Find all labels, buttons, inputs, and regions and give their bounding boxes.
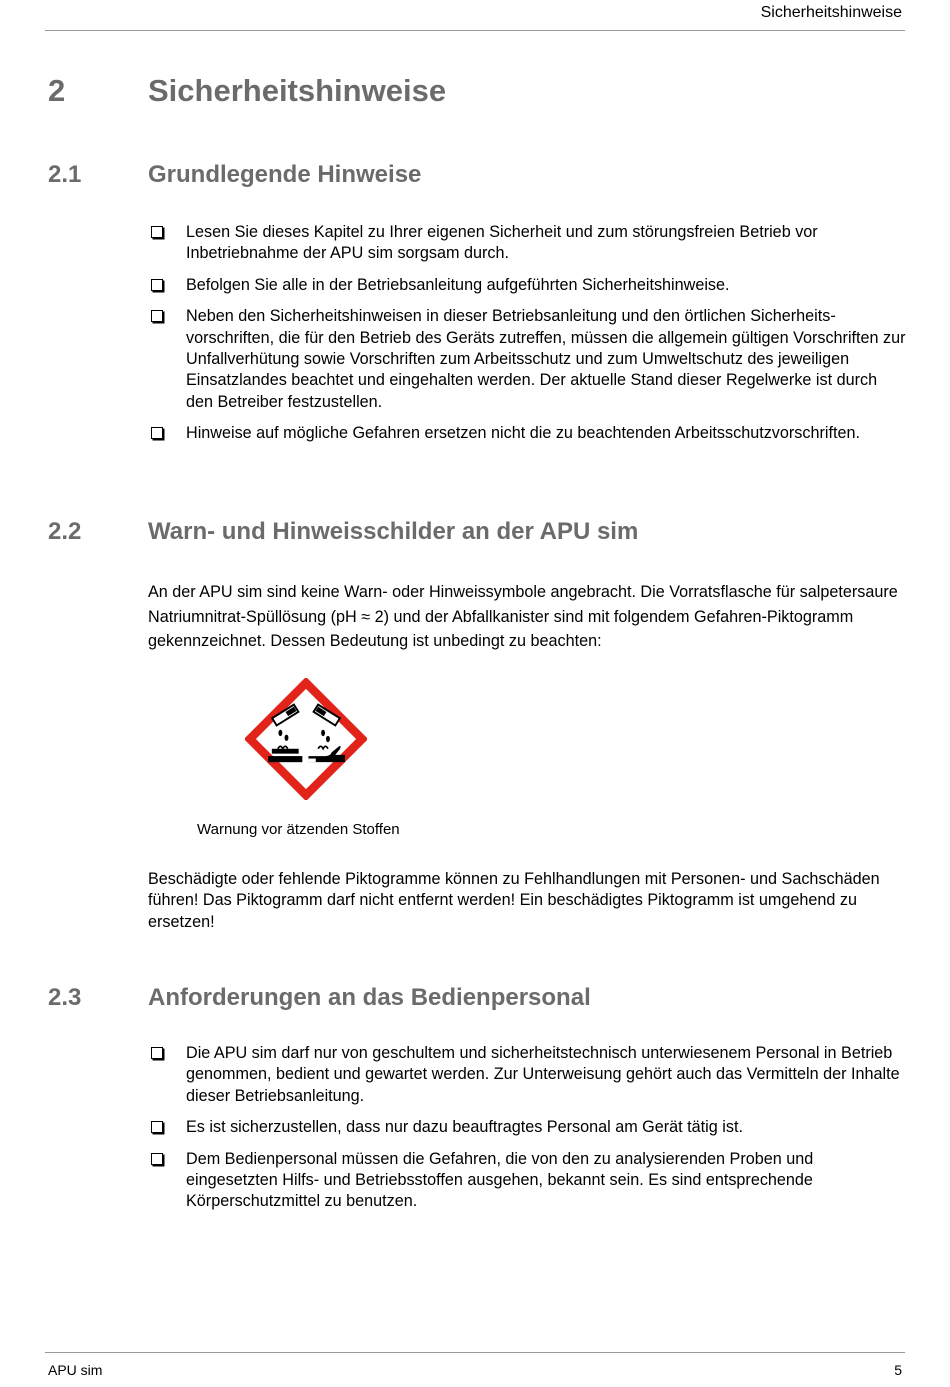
list-item: Dem Bedienpersonal müssen die Gefahren, die von den zu analysierenden Proben und eingesetzten Hilfs- und Betriebsstoffen ausgehen, bekannt sein. Es sind entsprechende Körperschutzmittel zu benutzen.	[148, 1149, 908, 1213]
warning-signs-outro: Beschädigte oder fehlende Piktogramme können zu Fehlhandlungen mit Personen- und Sachschäden führen! Das Piktogramm darf nicht entfernt werden! Ein beschädigtes Piktogramm ist umgehend zu ersetzen!	[148, 870, 880, 931]
pictogram-border	[250, 683, 362, 795]
footer-product: APU sim	[48, 1362, 103, 1378]
list-item: Befolgen Sie alle in der Betriebsanleitung aufgeführten Sicherheitshinweise.	[148, 275, 908, 296]
section-title: Grundlegende Hinweise	[148, 161, 422, 188]
checkbox-bullet-icon	[151, 1121, 163, 1133]
checkbox-bullet-icon	[151, 1047, 163, 1059]
footer-divider	[45, 1352, 905, 1353]
list-item: Die APU sim darf nur von geschultem und sicherheitstechnisch unterwiesenem Personal in Betrieb genommen, bedient und gewartet werden. Zur Unterweisung gehört auch das Vermitteln der Inhalte dieser Betriebsanleitung.	[148, 1043, 908, 1107]
section-title: Warn- und Hinweisschilder an der APU sim	[148, 518, 639, 545]
bullet-list-operator-requirements	[148, 1043, 908, 1223]
list-item: Hinweise auf mögliche Gefahren ersetzen nicht die zu beachtenden Arbeitsschutzvorschriften.	[148, 423, 908, 444]
section-title: Anforderungen an das Bedienpersonal	[148, 984, 591, 1011]
header-divider	[45, 30, 905, 31]
checkbox-bullet-icon	[151, 279, 163, 291]
bullet-list-basic-notes	[148, 222, 908, 455]
list-item: Lesen Sie dieses Kapitel zu Ihrer eigenen Sicherheit und zum störungsfreien Betrieb vor Inbetriebnahme der APU sim sorgsam durch.	[148, 222, 908, 265]
page-number: 5	[894, 1362, 902, 1378]
corrosive-ghs-pictogram-icon	[245, 678, 367, 800]
chapter-title: Sicherheitshinweise	[148, 73, 447, 108]
section-number: 2.3	[48, 984, 82, 1011]
section-number: 2.1	[48, 161, 82, 188]
checkbox-bullet-icon	[151, 226, 163, 238]
list-item: Es ist sicherzustellen, dass nur dazu beauftragtes Personal am Gerät tätig ist.	[148, 1117, 908, 1138]
pictogram-caption: Warnung vor ätzenden Stoffen	[197, 821, 400, 838]
section-number: 2.2	[48, 518, 82, 545]
checkbox-bullet-icon	[151, 310, 163, 322]
warning-signs-intro: An der APU sim sind keine Warn- oder Hinweissymbole angebracht. Die Vorratsflasche für salpetersaure Natriumnitrat-Spüllösung (pH ≈ 2) und der Abfallkanister sind mit folgendem Gefahren-Piktogramm gekennzeichnet. Dessen Bedeutung ist unbedingt zu beachten:	[148, 583, 898, 650]
checkbox-bullet-icon	[151, 427, 163, 439]
list-item: Neben den Sicherheitshinweisen in dieser Betriebsanleitung und den örtlichen Sicherheitsvorschriften, die für den Betrieb des Geräts zutreffen, müssen die allgemein gültigen Vorschriften zur Unfallverhütung sowie Vorschriften zum Arbeitsschutz und zum Umweltschutz des jeweiligen Einsatzlandes beachtet und eingehalten werden. Der aktuelle Stand dieser Regelwerke ist durch den Betreiber festzustellen.	[148, 306, 908, 413]
running-header: Sicherheitshinweise	[760, 4, 902, 21]
chapter-number: 2	[48, 73, 66, 108]
checkbox-bullet-icon	[151, 1153, 163, 1165]
